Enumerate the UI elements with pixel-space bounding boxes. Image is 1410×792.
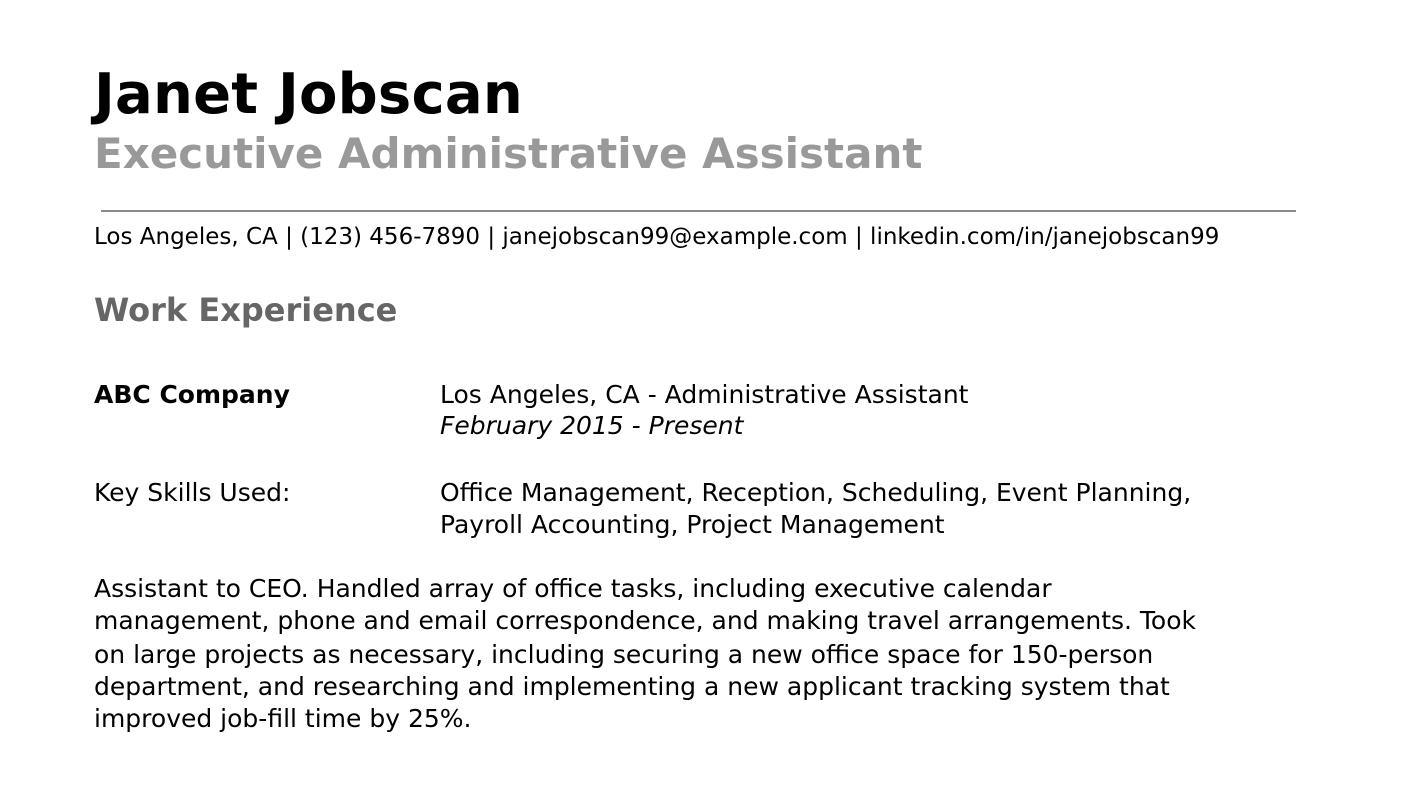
candidate-name: Janet Jobscan — [94, 62, 523, 127]
header-divider — [101, 210, 1296, 212]
company-name: ABC Company — [94, 380, 290, 409]
job-title: Executive Administrative Assistant — [94, 129, 923, 178]
description-line: improved job-fill time by 25%. — [94, 704, 472, 733]
employment-dates: February 2015 - Present — [440, 411, 744, 440]
location-role: Los Angeles, CA - Administrative Assistant — [440, 380, 969, 409]
skills-list-line: Payroll Accounting, Project Management — [440, 510, 945, 539]
skills-list-line: Office Management, Reception, Scheduling, Event Planning, — [440, 478, 1192, 507]
section-heading-work-experience: Work Experience — [94, 291, 398, 329]
description-line: department, and researching and implementing a new applicant tracking system that — [94, 672, 1170, 701]
description-line: Assistant to CEO. Handled array of office tasks, including executive calendar — [94, 574, 1052, 603]
skills-label: Key Skills Used: — [94, 478, 291, 507]
contact-line: Los Angeles, CA | (123) 456-7890 | janejobscan99@example.com | linkedin.com/in/janejobscan99 — [94, 224, 1220, 250]
description-line: on large projects as necessary, including securing a new office space for 150-person — [94, 640, 1154, 669]
description-line: management, phone and email correspondence, and making travel arrangements. Took — [94, 606, 1197, 635]
